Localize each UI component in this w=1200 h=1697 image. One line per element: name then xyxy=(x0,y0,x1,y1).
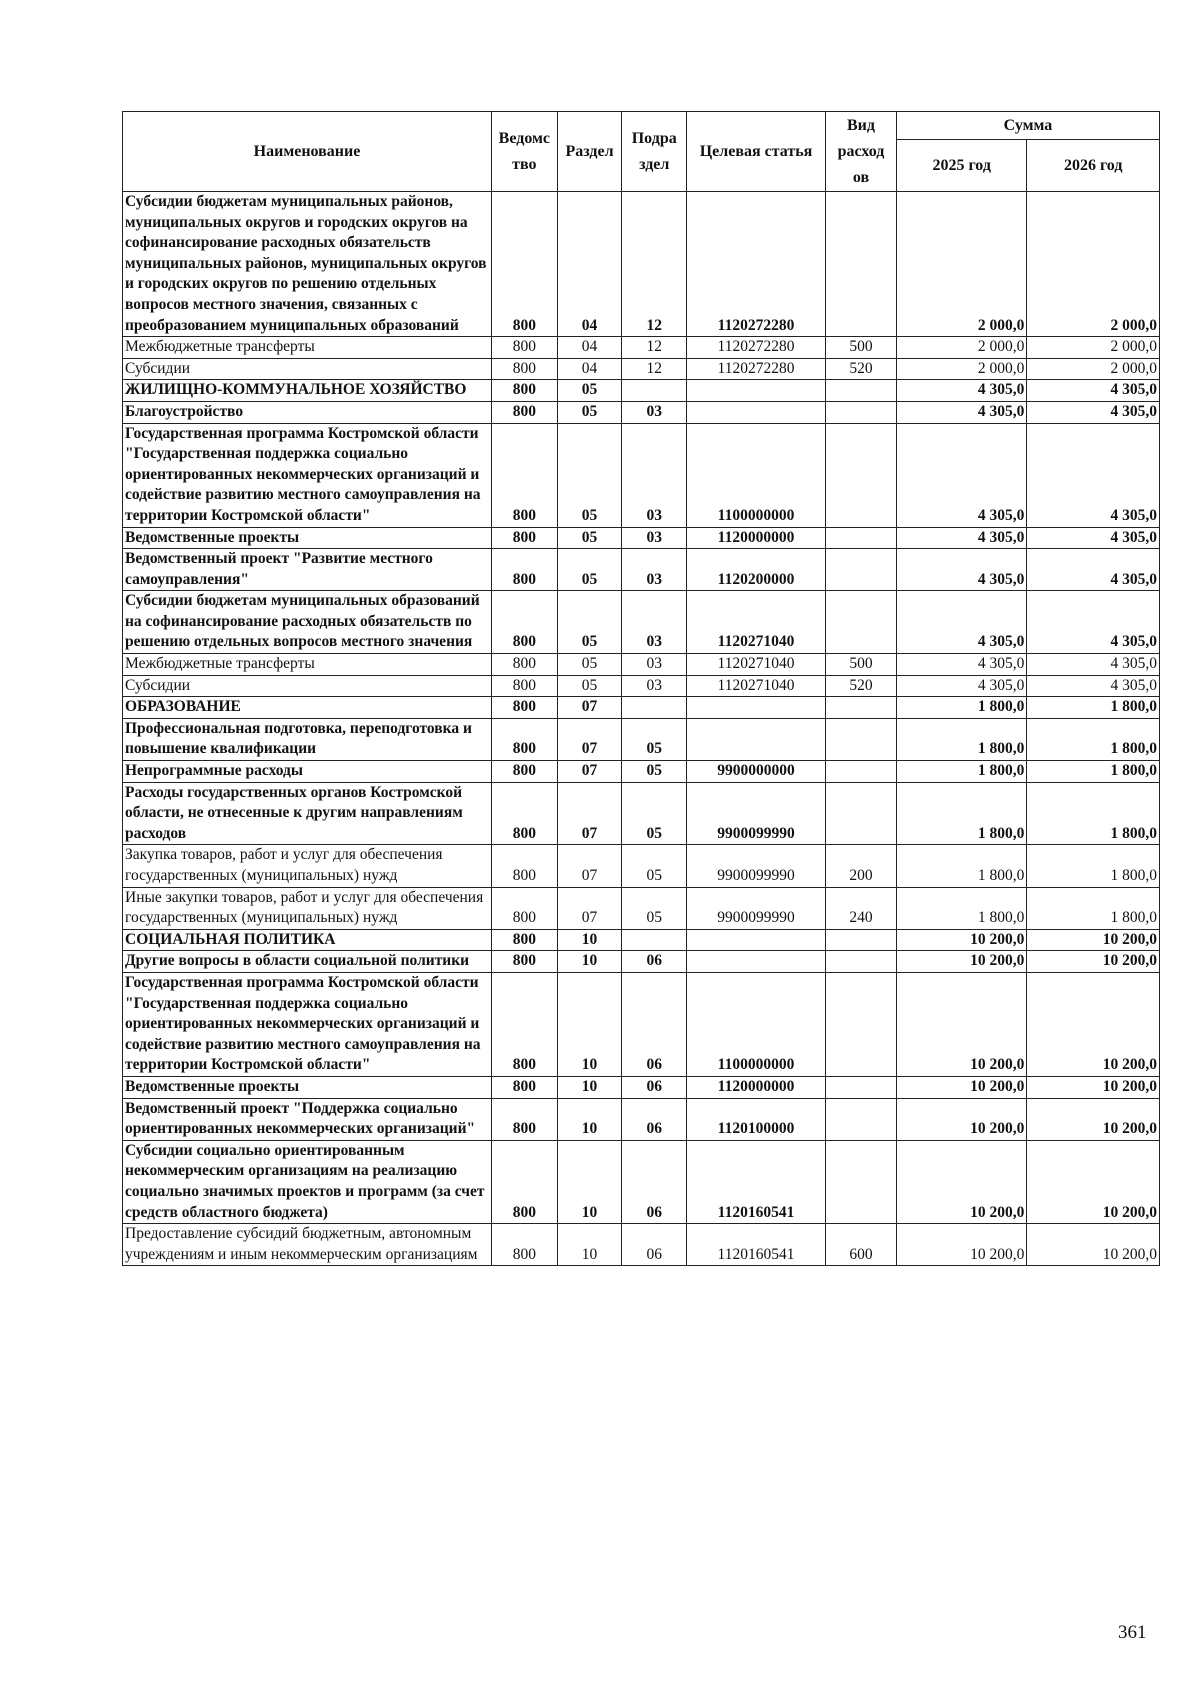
row-name: ЖИЛИЩНО-КОММУНАЛЬНОЕ ХОЗЯЙСТВО xyxy=(123,380,492,402)
row-sum-2025: 2 000,0 xyxy=(896,358,1026,380)
row-razdel: 05 xyxy=(557,380,622,402)
row-podrazdel: 03 xyxy=(622,549,687,591)
row-sum-2025: 1 800,0 xyxy=(896,718,1026,760)
row-razdel: 10 xyxy=(557,1140,622,1223)
table-body xyxy=(123,192,1160,1266)
row-razdel: 07 xyxy=(557,782,622,845)
table-row xyxy=(123,972,1160,1076)
row-sum-2025: 4 305,0 xyxy=(896,401,1026,423)
row-vedomstvo: 800 xyxy=(491,675,557,697)
row-vid-raskhodov: 200 xyxy=(825,845,896,887)
row-vedomstvo: 800 xyxy=(491,1098,557,1140)
row-vid-raskhodov xyxy=(825,549,896,591)
row-sum-2026: 10 200,0 xyxy=(1027,1076,1160,1098)
row-tselevaya-statya: 1120100000 xyxy=(687,1098,826,1140)
row-sum-2025: 1 800,0 xyxy=(896,887,1026,929)
row-podrazdel: 06 xyxy=(622,1224,687,1266)
row-sum-2026: 4 305,0 xyxy=(1027,527,1160,549)
row-vid-raskhodov: 520 xyxy=(825,358,896,380)
row-sum-2025: 10 200,0 xyxy=(896,1076,1026,1098)
row-tselevaya-statya xyxy=(687,951,826,973)
table-row xyxy=(123,591,1160,654)
row-name: Профессиональная подготовка, переподготовка и повышение квалификации xyxy=(123,718,492,760)
row-tselevaya-statya: 1120000000 xyxy=(687,1076,826,1098)
row-vid-raskhodov xyxy=(825,380,896,402)
row-vid-raskhodov xyxy=(825,401,896,423)
row-vedomstvo: 800 xyxy=(491,972,557,1076)
table-row xyxy=(123,697,1160,719)
row-sum-2025: 4 305,0 xyxy=(896,675,1026,697)
header-podrazdel: Подра здел xyxy=(622,112,687,192)
row-podrazdel: 06 xyxy=(622,951,687,973)
row-podrazdel: 03 xyxy=(622,591,687,654)
row-vid-raskhodov xyxy=(825,951,896,973)
row-sum-2025: 1 800,0 xyxy=(896,782,1026,845)
row-name: Ведомственные проекты xyxy=(123,1076,492,1098)
row-podrazdel xyxy=(622,697,687,719)
row-razdel: 05 xyxy=(557,401,622,423)
row-podrazdel: 05 xyxy=(622,887,687,929)
table-row xyxy=(123,887,1160,929)
row-sum-2026: 1 800,0 xyxy=(1027,718,1160,760)
row-sum-2026: 4 305,0 xyxy=(1027,380,1160,402)
row-name: Иные закупки товаров, работ и услуг для обеспечения государственных (муниципальных) нужд xyxy=(123,887,492,929)
row-vid-raskhodov xyxy=(825,192,896,337)
row-vid-raskhodov xyxy=(825,761,896,783)
row-sum-2026: 1 800,0 xyxy=(1027,697,1160,719)
row-tselevaya-statya: 1120271040 xyxy=(687,591,826,654)
row-vid-raskhodov xyxy=(825,423,896,527)
table-row xyxy=(123,401,1160,423)
row-tselevaya-statya xyxy=(687,929,826,951)
row-vid-raskhodov: 240 xyxy=(825,887,896,929)
row-razdel: 05 xyxy=(557,549,622,591)
row-razdel: 05 xyxy=(557,654,622,676)
row-vid-raskhodov xyxy=(825,1140,896,1223)
row-sum-2026: 10 200,0 xyxy=(1027,1140,1160,1223)
table-row xyxy=(123,951,1160,973)
row-podrazdel: 12 xyxy=(622,337,687,359)
row-razdel: 07 xyxy=(557,697,622,719)
table-row xyxy=(123,845,1160,887)
row-tselevaya-statya xyxy=(687,697,826,719)
row-razdel: 05 xyxy=(557,527,622,549)
row-tselevaya-statya: 1100000000 xyxy=(687,423,826,527)
row-vid-raskhodov xyxy=(825,782,896,845)
row-tselevaya-statya: 1120272280 xyxy=(687,358,826,380)
row-sum-2025: 10 200,0 xyxy=(896,929,1026,951)
row-tselevaya-statya: 9900000000 xyxy=(687,761,826,783)
row-podrazdel: 03 xyxy=(622,527,687,549)
row-tselevaya-statya: 1120160541 xyxy=(687,1140,826,1223)
header-vedomstvo: Ведомс тво xyxy=(491,112,557,192)
row-sum-2025: 1 800,0 xyxy=(896,845,1026,887)
table-row xyxy=(123,358,1160,380)
row-name: Субсидии бюджетам муниципальных районов, муниципальных округов и городских округов на софинансирование расходных обязательств муниципальных районов, муниципальных округов и городских округов по решению отдельных вопросов местного значения, связанных с преобразованием муниципальных образований xyxy=(123,192,492,337)
row-razdel: 07 xyxy=(557,845,622,887)
row-name: Государственная программа Костромской области "Государственная поддержка социально ориентированных некоммерческих организаций и содействие развитию местного самоуправления на территории Костромской области" xyxy=(123,423,492,527)
row-podrazdel: 05 xyxy=(622,761,687,783)
row-vedomstvo: 800 xyxy=(491,718,557,760)
row-sum-2026: 4 305,0 xyxy=(1027,423,1160,527)
row-vedomstvo: 800 xyxy=(491,591,557,654)
row-razdel: 10 xyxy=(557,929,622,951)
row-sum-2026: 1 800,0 xyxy=(1027,845,1160,887)
row-vedomstvo: 800 xyxy=(491,401,557,423)
row-razdel: 04 xyxy=(557,358,622,380)
row-name: Расходы государственных органов Костромской области, не отнесенные к другим направлениям расходов xyxy=(123,782,492,845)
row-vid-raskhodov: 500 xyxy=(825,654,896,676)
row-vedomstvo: 800 xyxy=(491,654,557,676)
page-number: 361 xyxy=(1118,1622,1147,1643)
table-row xyxy=(123,1140,1160,1223)
table-row xyxy=(123,380,1160,402)
row-podrazdel: 03 xyxy=(622,654,687,676)
row-podrazdel: 12 xyxy=(622,192,687,337)
row-sum-2026: 10 200,0 xyxy=(1027,951,1160,973)
row-razdel: 04 xyxy=(557,337,622,359)
row-vedomstvo: 800 xyxy=(491,380,557,402)
table-row xyxy=(123,423,1160,527)
row-sum-2026: 10 200,0 xyxy=(1027,972,1160,1076)
row-name: Государственная программа Костромской области "Государственная поддержка социально ориентированных некоммерческих организаций и содействие развитию местного самоуправления на территории Костромской области" xyxy=(123,972,492,1076)
row-razdel: 07 xyxy=(557,718,622,760)
row-podrazdel: 05 xyxy=(622,845,687,887)
row-vedomstvo: 800 xyxy=(491,337,557,359)
row-podrazdel: 03 xyxy=(622,401,687,423)
header-tselevaya-statya: Целевая статья xyxy=(687,112,826,192)
row-name: Ведомственные проекты xyxy=(123,527,492,549)
row-vid-raskhodov xyxy=(825,527,896,549)
row-sum-2026: 10 200,0 xyxy=(1027,1224,1160,1266)
row-vid-raskhodov xyxy=(825,697,896,719)
row-name: Закупка товаров, работ и услуг для обеспечения государственных (муниципальных) нужд xyxy=(123,845,492,887)
header-vid-raskhodov: Вид расход ов xyxy=(825,112,896,192)
row-podrazdel: 03 xyxy=(622,423,687,527)
header-razdel: Раздел xyxy=(557,112,622,192)
row-tselevaya-statya: 1120160541 xyxy=(687,1224,826,1266)
row-vid-raskhodov xyxy=(825,718,896,760)
header-summa: Сумма xyxy=(896,112,1159,140)
header-year-2025: 2025 год xyxy=(896,140,1026,192)
table-row xyxy=(123,1076,1160,1098)
row-sum-2025: 2 000,0 xyxy=(896,337,1026,359)
row-podrazdel xyxy=(622,380,687,402)
row-sum-2026: 2 000,0 xyxy=(1027,337,1160,359)
table-row xyxy=(123,761,1160,783)
row-sum-2026: 2 000,0 xyxy=(1027,192,1160,337)
row-sum-2025: 10 200,0 xyxy=(896,1098,1026,1140)
row-vedomstvo: 800 xyxy=(491,192,557,337)
row-name: Другие вопросы в области социальной политики xyxy=(123,951,492,973)
row-podrazdel: 06 xyxy=(622,1098,687,1140)
row-sum-2026: 4 305,0 xyxy=(1027,591,1160,654)
table-row xyxy=(123,654,1160,676)
table-row xyxy=(123,929,1160,951)
row-razdel: 05 xyxy=(557,591,622,654)
row-sum-2025: 1 800,0 xyxy=(896,697,1026,719)
row-razdel: 05 xyxy=(557,423,622,527)
row-sum-2026: 4 305,0 xyxy=(1027,675,1160,697)
row-sum-2026: 1 800,0 xyxy=(1027,887,1160,929)
row-sum-2025: 1 800,0 xyxy=(896,761,1026,783)
row-vid-raskhodov: 600 xyxy=(825,1224,896,1266)
row-vedomstvo: 800 xyxy=(491,1076,557,1098)
row-tselevaya-statya: 1100000000 xyxy=(687,972,826,1076)
row-podrazdel: 03 xyxy=(622,675,687,697)
row-sum-2026: 1 800,0 xyxy=(1027,761,1160,783)
row-name: Субсидии xyxy=(123,675,492,697)
row-name: Межбюджетные трансферты xyxy=(123,654,492,676)
row-vedomstvo: 800 xyxy=(491,761,557,783)
row-sum-2025: 10 200,0 xyxy=(896,972,1026,1076)
table-row xyxy=(123,718,1160,760)
row-vid-raskhodov xyxy=(825,1098,896,1140)
row-sum-2025: 4 305,0 xyxy=(896,527,1026,549)
row-razdel: 10 xyxy=(557,951,622,973)
row-name: Ведомственный проект "Развитие местного самоуправления" xyxy=(123,549,492,591)
row-name: ОБРАЗОВАНИЕ xyxy=(123,697,492,719)
row-sum-2025: 10 200,0 xyxy=(896,1224,1026,1266)
row-podrazdel: 06 xyxy=(622,972,687,1076)
budget-table xyxy=(122,111,1160,1266)
table-row xyxy=(123,337,1160,359)
row-razdel: 07 xyxy=(557,887,622,929)
row-tselevaya-statya xyxy=(687,401,826,423)
row-vid-raskhodov xyxy=(825,591,896,654)
row-sum-2026: 4 305,0 xyxy=(1027,549,1160,591)
row-podrazdel: 12 xyxy=(622,358,687,380)
row-sum-2025: 4 305,0 xyxy=(896,654,1026,676)
row-sum-2025: 10 200,0 xyxy=(896,1140,1026,1223)
header-name: Наименование xyxy=(123,112,492,192)
row-vedomstvo: 800 xyxy=(491,887,557,929)
row-razdel: 07 xyxy=(557,761,622,783)
row-sum-2026: 4 305,0 xyxy=(1027,401,1160,423)
row-vedomstvo: 800 xyxy=(491,697,557,719)
row-razdel: 10 xyxy=(557,972,622,1076)
row-name: Ведомственный проект "Поддержка социально ориентированных некоммерческих организаций" xyxy=(123,1098,492,1140)
row-name: Субсидии социально ориентированным некоммерческим организациям на реализацию социально значимых проектов и программ (за счет средств областного бюджета) xyxy=(123,1140,492,1223)
row-tselevaya-statya xyxy=(687,718,826,760)
row-name: СОЦИАЛЬНАЯ ПОЛИТИКА xyxy=(123,929,492,951)
row-tselevaya-statya: 1120000000 xyxy=(687,527,826,549)
row-tselevaya-statya: 9900099990 xyxy=(687,782,826,845)
row-vedomstvo: 800 xyxy=(491,423,557,527)
row-razdel: 10 xyxy=(557,1098,622,1140)
table-row xyxy=(123,782,1160,845)
row-tselevaya-statya: 1120271040 xyxy=(687,675,826,697)
row-vedomstvo: 800 xyxy=(491,1140,557,1223)
row-name: Межбюджетные трансферты xyxy=(123,337,492,359)
table-row xyxy=(123,675,1160,697)
table-row xyxy=(123,549,1160,591)
row-sum-2026: 2 000,0 xyxy=(1027,358,1160,380)
row-sum-2026: 10 200,0 xyxy=(1027,1098,1160,1140)
table-row xyxy=(123,1098,1160,1140)
row-vedomstvo: 800 xyxy=(491,782,557,845)
row-tselevaya-statya: 9900099990 xyxy=(687,845,826,887)
row-vedomstvo: 800 xyxy=(491,929,557,951)
row-sum-2026: 4 305,0 xyxy=(1027,654,1160,676)
row-razdel: 10 xyxy=(557,1224,622,1266)
row-vedomstvo: 800 xyxy=(491,1224,557,1266)
row-podrazdel: 06 xyxy=(622,1076,687,1098)
row-vedomstvo: 800 xyxy=(491,845,557,887)
row-vid-raskhodov xyxy=(825,1076,896,1098)
row-sum-2025: 10 200,0 xyxy=(896,951,1026,973)
row-sum-2025: 4 305,0 xyxy=(896,423,1026,527)
table-row xyxy=(123,192,1160,337)
row-sum-2025: 4 305,0 xyxy=(896,380,1026,402)
row-razdel: 04 xyxy=(557,192,622,337)
row-name: Предоставление субсидий бюджетным, автономным учреждениям и иным некоммерческим организациям xyxy=(123,1224,492,1266)
row-name: Благоустройство xyxy=(123,401,492,423)
row-tselevaya-statya: 9900099990 xyxy=(687,887,826,929)
row-vedomstvo: 800 xyxy=(491,549,557,591)
row-sum-2026: 10 200,0 xyxy=(1027,929,1160,951)
row-podrazdel: 05 xyxy=(622,782,687,845)
row-tselevaya-statya: 1120272280 xyxy=(687,192,826,337)
row-sum-2025: 2 000,0 xyxy=(896,192,1026,337)
row-sum-2026: 1 800,0 xyxy=(1027,782,1160,845)
row-name: Субсидии бюджетам муниципальных образований на софинансирование расходных обязательств по решению отдельных вопросов местного значения xyxy=(123,591,492,654)
row-vedomstvo: 800 xyxy=(491,951,557,973)
row-tselevaya-statya: 1120272280 xyxy=(687,337,826,359)
row-name: Непрограммные расходы xyxy=(123,761,492,783)
table-row xyxy=(123,527,1160,549)
row-sum-2025: 4 305,0 xyxy=(896,549,1026,591)
row-tselevaya-statya xyxy=(687,380,826,402)
row-vedomstvo: 800 xyxy=(491,358,557,380)
row-tselevaya-statya: 1120271040 xyxy=(687,654,826,676)
row-razdel: 05 xyxy=(557,675,622,697)
header-year-2026: 2026 год xyxy=(1027,140,1160,192)
row-vedomstvo: 800 xyxy=(491,527,557,549)
row-podrazdel xyxy=(622,929,687,951)
row-vid-raskhodov: 500 xyxy=(825,337,896,359)
row-vid-raskhodov xyxy=(825,929,896,951)
row-razdel: 10 xyxy=(557,1076,622,1098)
row-tselevaya-statya: 1120200000 xyxy=(687,549,826,591)
row-podrazdel: 06 xyxy=(622,1140,687,1223)
row-vid-raskhodov: 520 xyxy=(825,675,896,697)
table-row xyxy=(123,1224,1160,1266)
row-podrazdel: 05 xyxy=(622,718,687,760)
row-name: Субсидии xyxy=(123,358,492,380)
row-sum-2025: 4 305,0 xyxy=(896,591,1026,654)
row-vid-raskhodov xyxy=(825,972,896,1076)
